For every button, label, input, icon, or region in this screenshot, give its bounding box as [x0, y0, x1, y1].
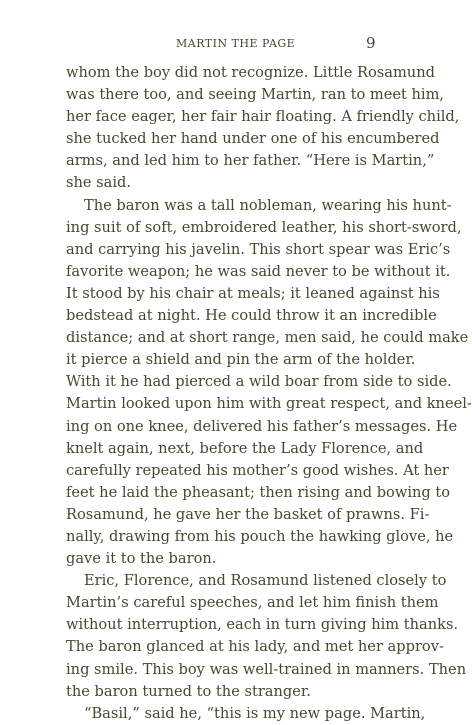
text-line: it pierce a shield and pin the arm of the holder. [66, 351, 416, 369]
running-head-title: MARTIN THE PAGE [176, 37, 296, 50]
text-line: the baron turned to the stranger. [66, 682, 311, 700]
text-line: bedstead at night. He could throw it an incredible [66, 307, 437, 325]
text-line: ing suit of soft, embroidered leather, his short-sword, [66, 218, 462, 236]
text-line: knelt again, next, before the Lady Florence, and [66, 439, 424, 457]
text-line: The baron was a tall nobleman, wearing his hunt- [84, 196, 452, 214]
text-line: whom the boy did not recognize. Little Rosamund [66, 64, 435, 81]
text-line: without interruption, each in turn giving him thanks. [66, 616, 459, 634]
text-line: distance; and at short range, men said, he could make [66, 329, 469, 347]
text-line: Martin’s careful speeches, and let him finish them [66, 594, 439, 612]
text-line: Rosamund, he gave her the basket of prawns. Fi- [66, 505, 430, 523]
text-line: The baron glanced at his lady, and met her approv- [66, 638, 444, 656]
text-line: nally, drawing from his pouch the hawking glove, he [66, 527, 454, 545]
text-line: feet he laid the pheasant; then rising and bowing to [66, 483, 451, 501]
text-line: was there too, and seeing Martin, ran to meet him, [66, 86, 445, 104]
text-line: gave it to the baron. [66, 550, 217, 568]
text-line: she tucked her hand under one of his encumbered [66, 130, 440, 148]
text-line: her face eager, her fair hair floating. A friendly child, [66, 108, 460, 126]
text-line: ing on one knee, delivered his father’s messages. He [66, 417, 458, 435]
text-line: Martin looked upon him with great respect, and kneel- [66, 395, 472, 413]
text-line: It stood by his chair at meals; it leaned against his [66, 284, 440, 302]
text-line: With it he had pierced a wild boar from side to side. [66, 373, 452, 391]
text-line: ing smile. This boy was well-trained in manners. Then [66, 660, 467, 678]
text-line: she said. [66, 174, 132, 192]
text-line: carefully repeated his mother’s good wishes. At her [66, 461, 449, 479]
page-number: 9 [366, 34, 376, 52]
text-line: arms, and led him to her father. “Here is Martin,” [66, 152, 435, 170]
text-line: Eric, Florence, and Rosamund listened closely to [84, 572, 447, 590]
text-line: “Basil,” said he, “this is my new page. Martin, [84, 704, 426, 722]
running-head [0, 36, 431, 52]
text-line: favorite weapon; he was said never to be without it. [66, 262, 451, 280]
body-text [66, 62, 472, 725]
text-line: and carrying his javelin. This short spear was Eric’s [66, 240, 451, 258]
